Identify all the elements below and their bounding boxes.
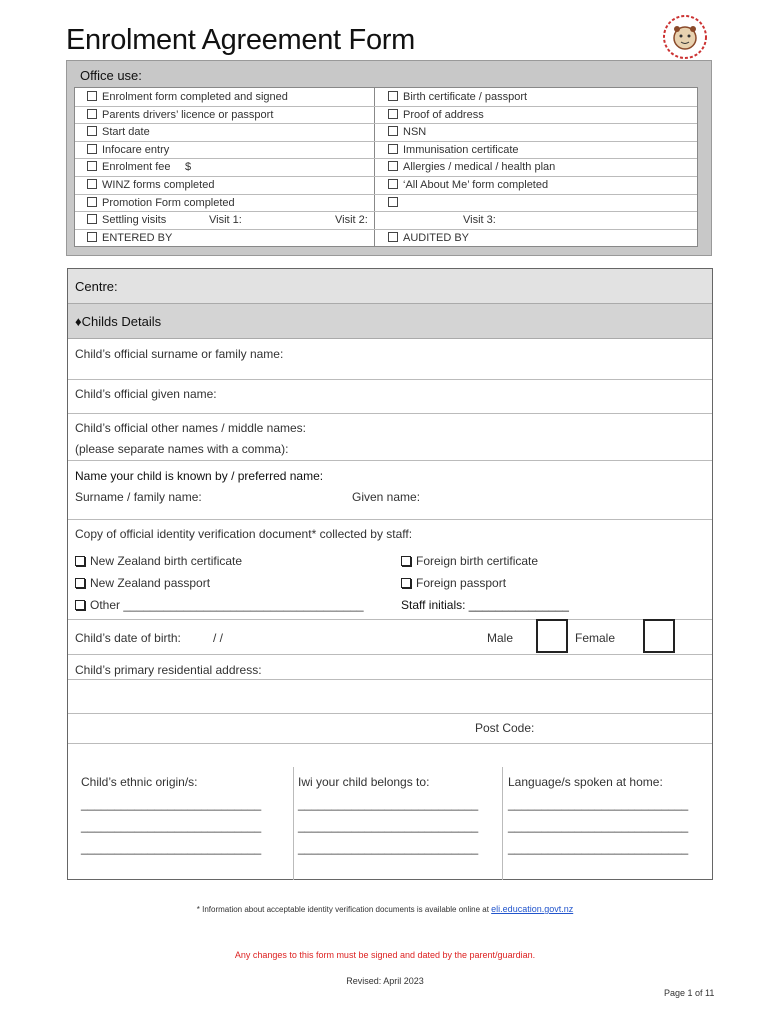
language-line[interactable]: ___________________________: [508, 841, 689, 855]
checkbox[interactable]: [87, 179, 97, 189]
checkbox[interactable]: [388, 144, 398, 154]
other-names-hint: (please separate names with a comma):: [75, 442, 289, 456]
preferred-surname-label: Surname / family name:: [75, 490, 202, 504]
checkbox[interactable]: [388, 126, 398, 136]
iwi-line[interactable]: ___________________________: [298, 797, 479, 811]
iwi-line[interactable]: ___________________________: [298, 841, 479, 855]
male-label: Male: [487, 631, 514, 645]
ethnic-line[interactable]: ___________________________: [81, 841, 262, 855]
nz-passport-option[interactable]: New Zealand passport: [75, 576, 210, 590]
postcode-label: Post Code:: [475, 721, 535, 735]
nz-birth-option[interactable]: New Zealand birth certificate: [75, 554, 242, 568]
staff-initials-field[interactable]: Staff initials: _______________: [401, 598, 569, 612]
office-use-label: Office use:: [80, 68, 142, 83]
page-title: Enrolment Agreement Form: [66, 24, 415, 56]
iwi-label: Iwi your child belongs to:: [298, 775, 430, 789]
revised-date: Revised: April 2023: [346, 976, 424, 986]
checkbox[interactable]: [401, 556, 411, 566]
language-line[interactable]: ___________________________: [508, 797, 689, 811]
office-row: Enrolment form completed and signed Birth certificate / passport: [75, 88, 697, 107]
language-line[interactable]: ___________________________: [508, 819, 689, 833]
office-row: Settling visits Visit 1: Visit 2: Visit 3:: [75, 211, 697, 230]
office-row: Start date NSN: [75, 123, 697, 142]
other-names-label: Child’s official other names / middle names:: [75, 421, 306, 435]
checkbox[interactable]: [388, 91, 398, 101]
childs-details-form: [67, 268, 713, 880]
ethnic-line[interactable]: ___________________________: [81, 819, 262, 833]
office-row: ENTERED BY AUDITED BY: [75, 229, 697, 247]
foreign-birth-option[interactable]: Foreign birth certificate: [401, 554, 538, 568]
checkbox[interactable]: [87, 214, 97, 224]
checkbox[interactable]: [388, 109, 398, 119]
ethnic-line[interactable]: ___________________________: [81, 797, 262, 811]
female-label: Female: [575, 631, 616, 645]
section-header: ♦Childs Details: [68, 304, 712, 339]
checkbox[interactable]: [401, 578, 411, 588]
office-row: Promotion Form completed: [75, 194, 697, 213]
school-logo: [662, 14, 708, 60]
checkbox[interactable]: [87, 161, 97, 171]
dob-label: Child’s date of birth:: [75, 631, 181, 645]
preferred-given-label: Given name:: [352, 490, 421, 504]
ethnic-origin-label: Child’s ethnic origin/s:: [81, 775, 198, 789]
preferred-name-label: Name your child is known by / preferred name:: [75, 469, 324, 483]
id-document-label: Copy of official identity verification document* collected by staff:: [75, 527, 413, 541]
office-use-table: [74, 87, 698, 247]
checkbox[interactable]: [87, 197, 97, 207]
eli-link[interactable]: eli.education.govt.nz: [491, 904, 574, 914]
checkbox[interactable]: [75, 578, 85, 588]
page-number: Page 1 of 11: [664, 988, 715, 998]
male-checkbox[interactable]: [536, 619, 568, 653]
fee-dollar-sign: $: [185, 161, 192, 174]
office-row: WINZ forms completed ‘All About Me’ form completed: [75, 176, 697, 195]
checkbox[interactable]: [388, 232, 398, 242]
checkbox[interactable]: [87, 91, 97, 101]
office-row: Infocare entry Immunisation certificate: [75, 141, 697, 160]
foreign-passport-option[interactable]: Foreign passport: [401, 576, 506, 590]
checkbox[interactable]: [87, 232, 97, 242]
checkbox[interactable]: [75, 600, 85, 610]
checkbox[interactable]: [87, 109, 97, 119]
visit-3-label: Visit 3:: [463, 214, 496, 227]
checkbox[interactable]: [388, 179, 398, 189]
visit-1-label: Visit 1:: [209, 214, 242, 227]
checkbox[interactable]: [87, 126, 97, 136]
warning-note: Any changes to this form must be signed and dated by the parent/guardian.: [234, 950, 536, 960]
visit-2-label: Visit 2:: [335, 214, 368, 227]
footnote: * Information about acceptable identity verification documents is available online at eli.education.govt.nz: [196, 904, 574, 914]
checkbox[interactable]: [87, 144, 97, 154]
address-label: Child’s primary residential address:: [75, 663, 262, 677]
office-row: Parents drivers’ licence or passport Proof of address: [75, 106, 697, 125]
dob-separators: / /: [213, 631, 224, 645]
language-label: Language/s spoken at home:: [508, 775, 663, 789]
checkbox[interactable]: [388, 161, 398, 171]
female-checkbox[interactable]: [643, 619, 675, 653]
other-option[interactable]: Other ____________________________________: [75, 598, 364, 612]
given-name-label: Child’s official given name:: [75, 387, 217, 401]
centre-field[interactable]: Centre:: [68, 269, 712, 304]
checkbox[interactable]: [388, 197, 398, 207]
iwi-line[interactable]: ___________________________: [298, 819, 479, 833]
office-row: Enrolment fee $ Allergies / medical / health plan: [75, 158, 697, 177]
checkbox[interactable]: [75, 556, 85, 566]
surname-label: Child’s official surname or family name:: [75, 347, 284, 361]
